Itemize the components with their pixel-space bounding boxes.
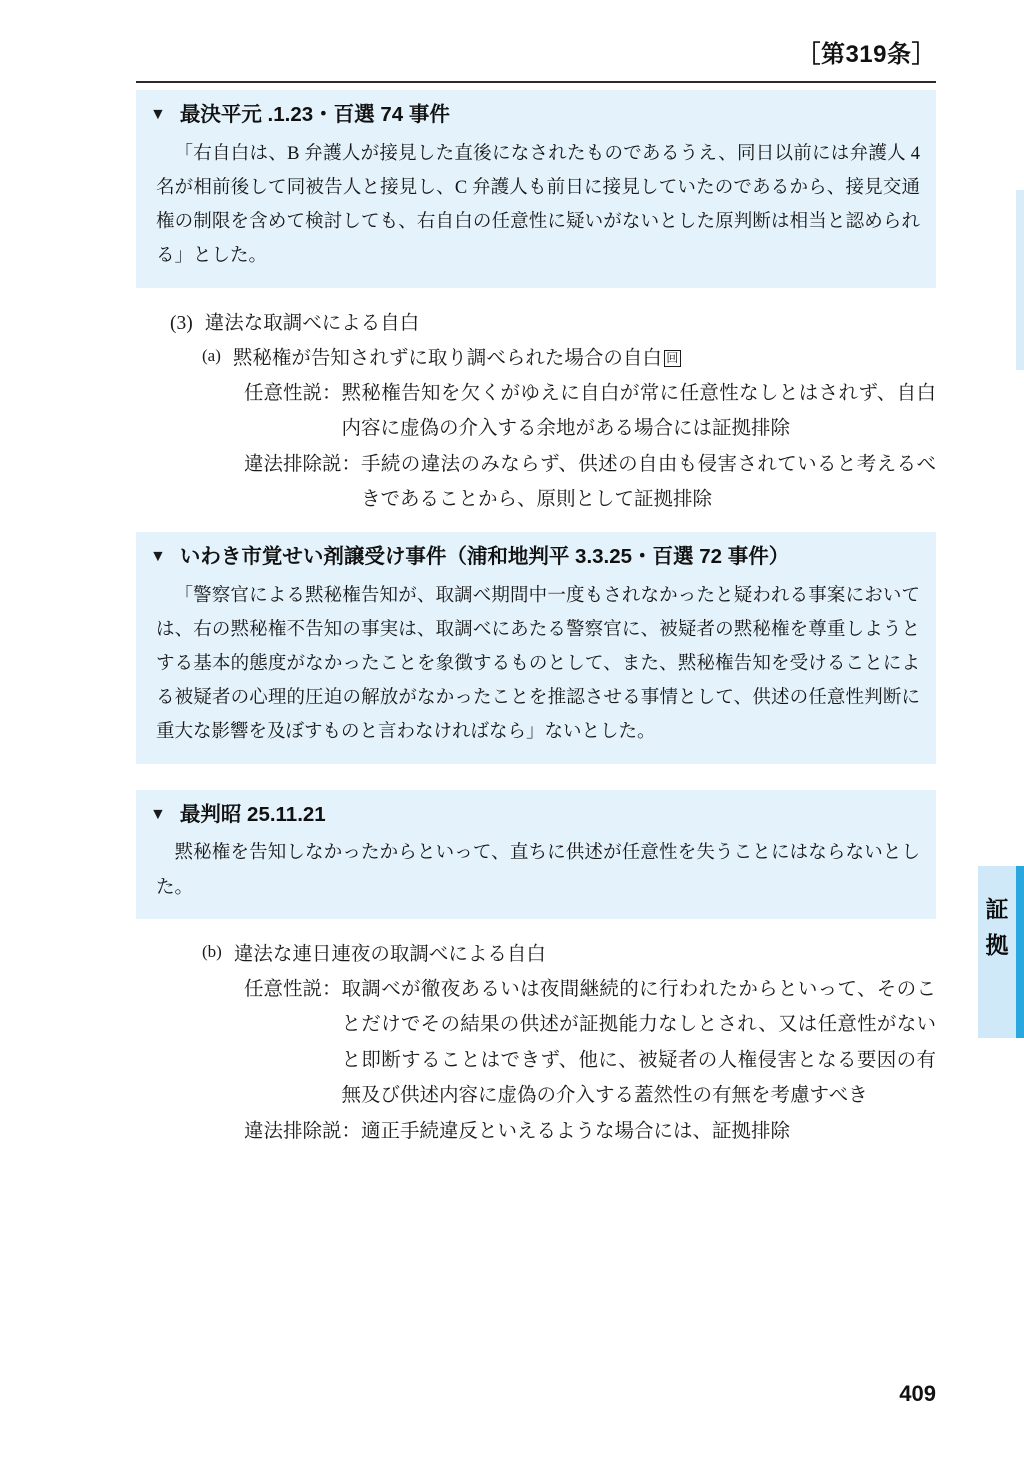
side-tab-accent [1016, 866, 1024, 1038]
theory-a-1-label: 任意性説： [244, 382, 342, 404]
case-title-1-text: 最決平元 .1.23・百選 74 事件 [179, 103, 450, 126]
case-body-2: 「警察官による黙秘権告知が、取調べ期間中一度もされなかったと疑われる事案においては、右の黙秘権不告知の事実は、取調べにあたる警察官に、被疑者の黙秘権を尊重しようとする基本的態度がなかったことを象徴するものとして、また、黙秘権告知を受けることによる被疑者の心理的圧迫の解放がなかったことを推認させる事情として、供述の任意性判断に重大な影響を及ぼすものと言わなければなら」ないとした。 [156, 585, 920, 743]
theory-b-2-label: 違法排除説： [244, 1120, 362, 1142]
case-title-3 [150, 800, 922, 831]
square-box-icon: 回 [664, 350, 681, 367]
case-title-2 [150, 542, 922, 573]
case-title-1 [150, 100, 922, 131]
theory-a-2-body: 手続の違法のみならず、供述の自由も侵害されていると考えるべきであることから、原則として証拠排除 [361, 453, 936, 511]
case-box-3 [136, 790, 936, 919]
theory-b-1-body: 取調べが徹夜あるいは夜間継続的に行われたからといって、そのことだけでその結果の供述が証拠能力なしとされ、又は任意性がないと即断することはできず、他に、被疑者の人権侵害となる要因の有無及び供述内容に虚偽の介入する蓋然性の有無を考慮すべき [341, 978, 936, 1107]
side-tab-label [978, 892, 1016, 963]
case-box-1 [136, 90, 936, 288]
outline-item-a-marker: (a) [202, 345, 221, 365]
page-header [0, 34, 1024, 90]
triangle-icon: ▼ [150, 106, 166, 123]
case-title-2-text: いわき市覚せい剤譲受け事件（浦和地判平 3.3.25・百選 72 事件） [179, 544, 790, 568]
outline-block-b [136, 937, 936, 1150]
theory-b-1 [244, 972, 936, 1114]
running-head: ［第319条］ [796, 41, 936, 68]
outline-block-3 [136, 306, 936, 518]
outline-item-b-text: 違法な連日連夜の取調べによる自白 [233, 943, 546, 965]
theory-b-2-body: 適正手続違反といえるような場合には、証拠排除 [361, 1120, 791, 1142]
case-body-1: 「右自白は、B 弁護人が接見した直後になされたものであるうえ、同日以前には弁護人 4 名が相前後して同被告人と接見し、C 弁護人も前日に接見していたのであるから、接見交通権の制限を含めて検討しても、右自白の任意性に疑いがないとした原判断は相当と認められる」とした。 [156, 143, 920, 267]
case-box-2 [136, 532, 936, 764]
outline-item-3 [170, 306, 936, 341]
outline-item-a-label: 黙秘権が告知されずに取り調べられた場合の自白 [232, 347, 662, 369]
spacer [136, 764, 936, 790]
outline-item-b [202, 937, 936, 972]
triangle-icon: ▼ [150, 805, 166, 823]
theory-a-1-body: 黙秘権告知を欠くがゆえに自白が常に任意性なしとはされず、自白内容に虚偽の介入する余地がある場合には証拠排除 [341, 382, 936, 440]
theory-a-2-label: 違法排除説： [244, 453, 362, 475]
page-content [136, 90, 936, 1163]
case-title-3-text: 最判昭 25.11.21 [179, 802, 326, 826]
outline-item-b-marker: (b) [202, 941, 222, 961]
theory-b-1-label: 任意性説： [244, 978, 342, 1000]
theory-a-2 [244, 447, 936, 518]
triangle-icon: ▼ [150, 547, 166, 565]
outline-item-3-text: 違法な取調べによる自白 [204, 312, 420, 334]
outline-item-a [202, 341, 936, 376]
theory-b-2 [244, 1114, 936, 1149]
header-divider [136, 81, 936, 83]
outline-item-a-text [233, 341, 681, 376]
side-tab-label-line2: 拠 [985, 931, 1009, 958]
page-number: 409 [899, 1381, 936, 1406]
outline-item-3-marker: (3) [170, 312, 193, 334]
theory-a-1 [244, 376, 936, 447]
edge-mark-top [1016, 190, 1024, 370]
side-tab-evidence [978, 866, 1024, 1038]
case-body-3: 黙秘権を告知しなかったからといって、直ちに供述が任意性を失うことにはならないとした。 [156, 843, 920, 898]
side-tab-label-line1: 証 [985, 896, 1009, 922]
